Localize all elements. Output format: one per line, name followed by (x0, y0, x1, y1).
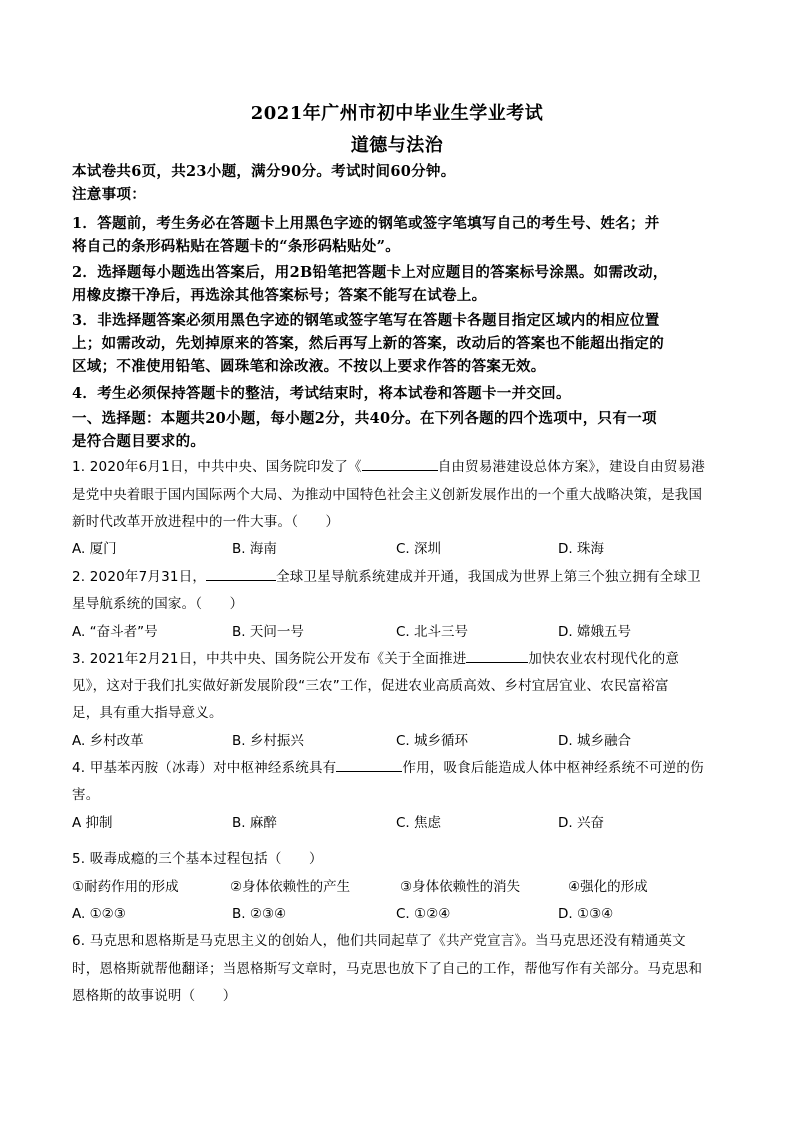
q1-text-before-blank: 1. 2020年6月1日，中共中央、国务院印发了《 (72, 459, 362, 475)
q2-line-1 (72, 566, 732, 588)
q4-text-after-blank: 作用，吸食后能造成人体中枢神经系统不可逆的伤 (402, 760, 704, 776)
q3-option-d[interactable]: D. 城乡融合 (558, 733, 631, 749)
q4-option-a[interactable]: A 抑制 (72, 815, 113, 831)
exam-summary: 本试卷共6页，共23小题，满分90分。考试时间60分钟。 (72, 163, 456, 180)
q4-options (72, 812, 732, 834)
note-4: 4．考生必须保持答题卡的整洁，考试结束时，将本试卷和答题卡一并交回。 (72, 385, 571, 402)
q3-line-3: 足，具有重大指导意义。 (72, 705, 223, 721)
q3-option-c[interactable]: C. 城乡循环 (396, 733, 469, 749)
q1-option-c[interactable]: C. 深圳 (396, 541, 442, 557)
q4-line-1 (72, 757, 732, 779)
q3-text-before-blank: 3. 2021年2月21日，中共中央、国务院公开发布《关于全面推进 (72, 651, 467, 667)
q2-option-a[interactable]: A. “奋斗者”号 (72, 624, 158, 640)
q1-option-a[interactable]: A. 厦门 (72, 541, 117, 557)
note-2-line-2: 用橡皮擦干净后，再选涂其他答案标号；答案不能写在试卷上。 (72, 287, 487, 304)
q3-options (72, 730, 732, 752)
q2-text-after-blank: 全球卫星导航系统建成并开通，我国成为世界上第三个独立拥有全球卫 (276, 569, 701, 585)
note-1-line-2: 将自己的条形码粘贴在答题卡的“条形码粘贴处”。 (72, 238, 401, 255)
q4-answer-blank (336, 757, 402, 772)
q3-answer-blank (466, 648, 528, 663)
note-3-line-2: 上；如需改动，先划掉原来的答案，然后再写上新的答案，改动后的答案也不能超出指定的 (72, 335, 664, 352)
q2-options (72, 621, 732, 643)
q1-option-d[interactable]: D. 珠海 (558, 541, 604, 557)
q3-text-after-blank: 加快农业农村现代化的意 (528, 651, 680, 667)
q3-line-2: 见》，这对于我们扎实做好新发展阶段“三农”工作，促进农业高质高效、乡村宜居宜业、农民富裕富 (72, 678, 669, 694)
q3-option-b[interactable]: B. 乡村振兴 (232, 733, 304, 749)
section-1-line-2: 是符合题目要求的。 (72, 433, 206, 450)
q4-text-before-blank: 4. 甲基苯丙胺（冰毒）对中枢神经系统具有 (72, 760, 337, 776)
q5-option-d[interactable]: D. ①③④ (558, 906, 614, 922)
q4-option-c[interactable]: C. 焦虑 (396, 815, 442, 831)
note-1-line-1: 1．答题前，考生务必在答题卡上用黑色字迹的钢笔或签字笔填写自己的考生号、姓名；并 (72, 215, 660, 232)
q6-line-3: 恩格斯的故事说明（ ） (72, 988, 237, 1004)
q5-statement-3: ③身体依赖性的消失 (400, 879, 521, 895)
q5-statement-2: ②身体依赖性的产生 (230, 879, 351, 895)
q5-option-c[interactable]: C. ①②④ (396, 906, 451, 922)
q1-answer-blank (362, 456, 438, 471)
q1-option-b[interactable]: B. 海南 (232, 541, 277, 557)
q1-line-2: 是党中央着眼于国内国际两个大局、为推动中国特色社会主义创新发展作出的一个重大战略决策，是我国 (72, 487, 703, 503)
q1-line-1 (72, 456, 732, 478)
q4-line-2: 害。 (72, 787, 100, 803)
exam-subject: 道德与法治 (350, 135, 444, 156)
q2-text-before-blank: 2. 2020年7月31日， (72, 569, 207, 585)
q2-line-2: 星导航系统的国家。（ ） (72, 596, 244, 612)
q5-statement-1: ①耐药作用的形成 (72, 879, 179, 895)
section-1-line-1: 一、选择题：本题共20小题，每小题2分，共40分。在下列各题的四个选项中，只有一项 (72, 410, 657, 427)
q6-line-1: 6. 马克思和恩格斯是马克思主义的创始人，他们共同起草了《共产党宣言》。当马克思还没有精通英文 (72, 933, 686, 949)
q5-option-b[interactable]: B. ②③④ (232, 906, 287, 922)
note-3-line-3: 区域；不准使用铅笔、圆珠笔和涂改液。不按以上要求作答的答案无效。 (72, 358, 546, 375)
exam-title: 2021年广州市初中毕业生学业考试 (250, 103, 544, 124)
q3-line-1 (72, 648, 732, 670)
note-2-line-1: 2．选择题每小题选出答案后，用2B铅笔把答题卡上对应题目的答案标号涂黑。如需改动， (72, 264, 668, 281)
q2-option-d[interactable]: D. 嫦娥五号 (558, 624, 631, 640)
q4-option-b[interactable]: B. 麻醉 (232, 815, 277, 831)
q6-line-2: 时，恩格斯就帮他翻译；当恩格斯写文章时，马克思也放下了自己的工作，帮他写作有关部分。马克思和 (72, 961, 703, 977)
q4-option-d[interactable]: D. 兴奋 (558, 815, 604, 831)
q5-option-a[interactable]: A. ①②③ (72, 906, 126, 922)
q2-option-b[interactable]: B. 天问一号 (232, 624, 304, 640)
q5-line-1: 5. 吸毒成瘾的三个基本过程包括（ ） (72, 851, 323, 867)
q1-options (72, 538, 732, 560)
q5-statement-4: ④强化的形成 (568, 879, 648, 895)
q5-statements (72, 876, 732, 898)
q5-options (72, 903, 732, 925)
q2-option-c[interactable]: C. 北斗三号 (396, 624, 469, 640)
notes-heading: 注意事项： (72, 186, 146, 203)
q2-answer-blank (206, 566, 276, 581)
note-3-line-1: 3．非选择题答案必须用黑色字迹的钢笔或签字笔写在答题卡各题目指定区域内的相应位置 (72, 312, 660, 329)
q1-line-3: 新时代改革开放进程中的一件大事。（ ） (72, 514, 340, 530)
q1-text-after-blank: 自由贸易港建设总体方案》，建设自由贸易港 (437, 459, 705, 475)
q3-option-a[interactable]: A. 乡村改革 (72, 733, 144, 749)
